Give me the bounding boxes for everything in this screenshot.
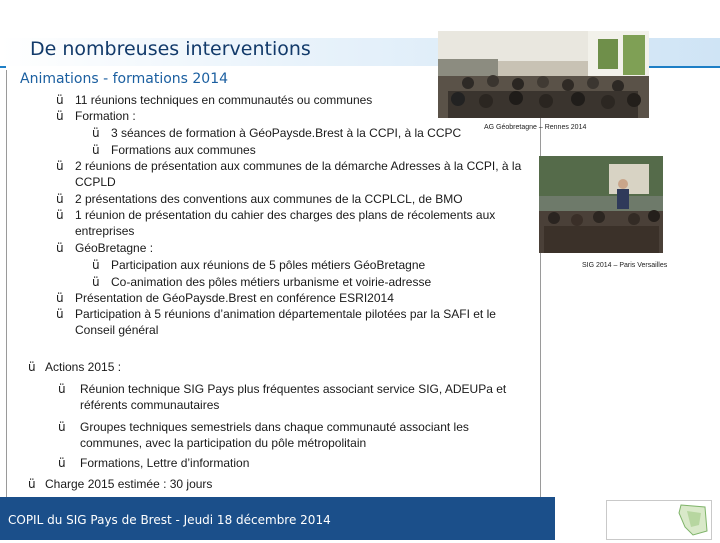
checkmark-icon: ü: [92, 126, 100, 140]
photo-ag-geobretagne: [438, 31, 649, 118]
bullet-groupes-techniques: Groupes techniques semestriels dans chaque communauté associant les communes, avec la participation du pôle métropolitain: [80, 420, 469, 450]
bullet-poles-metiers: Participation aux réunions de 5 pôles métiers GéoBretagne: [111, 258, 426, 272]
checkmark-icon: ü: [56, 208, 64, 222]
checkmark-icon: ü: [92, 258, 100, 272]
checkmark-icon: ü: [92, 143, 100, 157]
checkmark-icon: ü: [28, 477, 36, 491]
bullet-formations-communes: Formations aux communes: [111, 143, 256, 157]
bullet-formations-lettre: Formations, Lettre d’information: [80, 456, 250, 470]
checkmark-icon: ü: [56, 241, 64, 255]
bullet-co-animation: Co-animation des pôles métiers urbanisme et voirie-adresse: [111, 275, 432, 289]
photo-sig-versailles: [539, 156, 663, 253]
checkmark-icon: ü: [56, 307, 64, 321]
bullet-formation: Formation :: [75, 109, 136, 123]
checkmark-icon: ü: [28, 360, 36, 374]
bullet-presentations-conventions: 2 présentations des conventions aux communes de la CCPLCL, de BMO: [75, 192, 463, 206]
frame-top-gap: [6, 66, 438, 70]
bullet-seances-formation: 3 séances de formation à GéoPaysde.Brest à la CCPI, à la CCPC: [111, 126, 462, 140]
bullet-charge-2015: Charge 2015 estimée : 30 jours: [45, 477, 213, 491]
bullet-animation-departementale: Participation à 5 réunions d’animation départementale pilotées par la SAFI et le Conseil général: [75, 307, 496, 337]
photo-caption-rennes: AG Géobretagne – Rennes 2014: [484, 124, 587, 131]
checkmark-icon: ü: [56, 93, 64, 107]
checkmark-icon: ü: [58, 382, 66, 396]
pays-de-brest-logo: [606, 500, 712, 540]
bullet-cahier-charges: 1 réunion de présentation du cahier des charges des plans de récolements aux entreprises: [75, 208, 496, 238]
checkmark-icon: ü: [56, 291, 64, 305]
bullet-conference-esri: Présentation de GéoPaysde.Brest en conférence ESRI2014: [75, 291, 394, 305]
checkmark-icon: ü: [58, 420, 66, 434]
page-title: De nombreuses interventions: [30, 38, 311, 60]
checkmark-icon: ü: [92, 275, 100, 289]
photo-caption-versailles: SIG 2014 – Paris Versailles: [582, 262, 668, 269]
bullet-reunions-techniques: 11 réunions techniques en communautés ou communes: [75, 93, 373, 107]
checkmark-icon: ü: [56, 159, 64, 173]
bullet-reunions-adresses: 2 réunions de présentation aux communes de la démarche Adresses à la CCPI, à la CCPLD: [75, 159, 522, 189]
bullet-geobretagne: GéoBretagne :: [75, 241, 154, 255]
footer-text: COPIL du SIG Pays de Brest - Jeudi 18 décembre 2014: [8, 513, 331, 527]
section-subtitle: Animations - formations 2014: [20, 71, 229, 87]
checkmark-icon: ü: [56, 109, 64, 123]
checkmark-icon: ü: [56, 192, 64, 206]
bullet-reunion-sig-pays: Réunion technique SIG Pays plus fréquentes associant service SIG, ADEUPa et référents communautaires: [80, 382, 507, 412]
checkmark-icon: ü: [58, 456, 66, 470]
bullet-actions-2015: Actions 2015 :: [45, 360, 122, 374]
